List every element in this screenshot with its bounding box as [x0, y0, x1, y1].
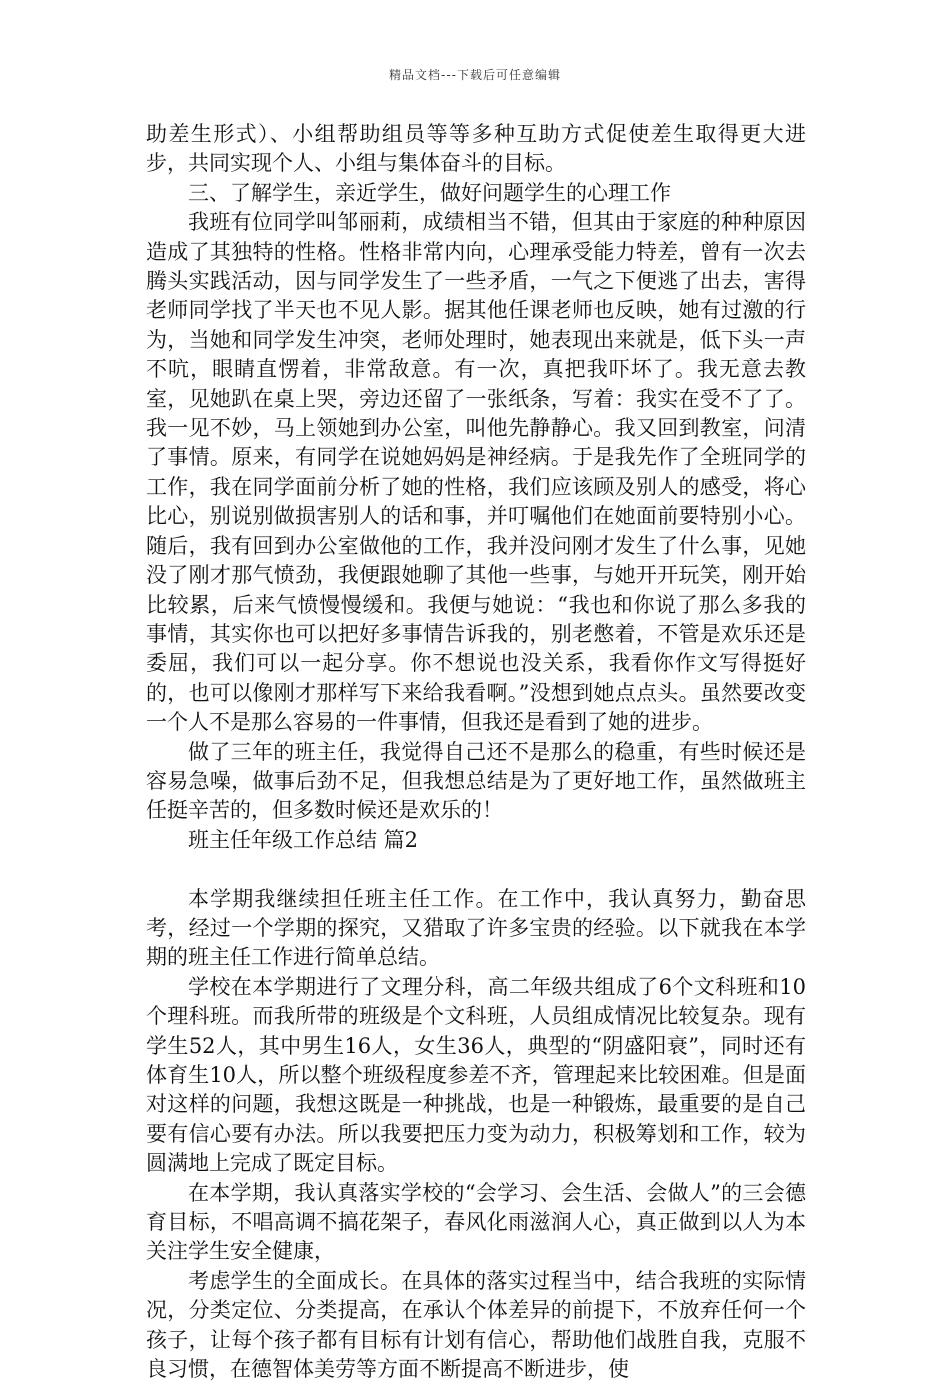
page-header: 精品文档---下载后可任意编辑: [389, 68, 561, 82]
paragraph-reflection: 做了三年的班主任，我觉得自己还不是那么的稳重，有些时候还是容易急噪，做事后劲不足，但我想总结是为了更好地工作，虽然做班主任挺辛苦的，但多数时候还是欢乐的！: [146, 739, 806, 823]
article-heading-part-2: 班主任年级工作总结 篇2: [188, 827, 419, 852]
paragraph-implementation: 考虑学生的全面成长。在具体的落实过程当中，结合我班的实际情况，分类定位、分类提高，在承认个体差异的前提下，不放弃任何一个孩子，让每个孩子都有目标有计划有信心，帮助他们战胜自我，克服不良习惯，在德智体美劳等方面不断提高不断进步，使: [146, 1268, 806, 1382]
paragraph-moral-goals: 在本学期，我认真落实学校的“会学习、会生活、会做人”的三会德育目标，不唱高调不搞花架子，春风化雨滋润人心，真正做到以人为本关注学生安全健康，: [146, 1180, 806, 1264]
blank-line: [146, 855, 806, 884]
paragraph-intro: 本学期我继续担任班主任工作。在工作中，我认真努力，勤奋思考，经过一个学期的探究，又猎取了许多宝贵的经验。以下就我在本学期的班主任工作进行简单总结。: [146, 886, 806, 970]
paragraph-continuation: 助差生形式）、小组帮助组员等等多种互助方式促使差生取得更大进步，共同实现个人、小组与集体奋斗的目标。: [146, 122, 806, 176]
section-heading-3: 三、了解学生，亲近学生，做好问题学生的心理工作: [188, 180, 671, 205]
paragraph-student-story: 我班有位同学叫邹丽莉，成绩相当不错，但其由于家庭的种种原因造成了其独特的性格。性格非常内向，心理承受能力特差，曾有一次去腾头实践活动，因与同学发生了一些矛盾，一气之下便逃了出去，害得老师同学找了半天也不见人影。据其他任课老师也反映，她有过激的行为，当她和同学发生冲突，老师处理时，她表现出来就是，低下头一声不吭，眼睛直愣着，非常敌意。有一次，真把我吓坏了。我无意去教室，见她趴在桌上哭，旁边还留了一张纸条，写着：我实在受不了了。我一见不妙，马上领她到办公室，叫他先静静心。我又回到教室，问清了事情。原来，有同学在说她妈妈是神经病。于是我先作了全班同学的工作，我在同学面前分析了她的性格，我们应该顾及别人的感受，将心比心，别说别做损害别人的话和事，并叮嘱他们在她面前要特别小心。随后，我有回到办公室做他的工作，我并没问刚才发生了什么事，见她没了刚才那气愤劲，我便跟她聊了其他一些事，与她开开玩笑，刚开始比较累，后来气愤慢慢缓和。我便与她说：“我也和你说了那么多我的事情，其实你也可以把好多事情告诉我的，别老憋着，不管是欢乐还是委屈，我们可以一起分享。你不想说也没关系，我看你作文写得挺好的，也可以像刚才那样写下来给我看啊。”没想到她点点头。虽然要改变一个人不是那么容易的一件事情，但我还是看到了她的进步。: [146, 210, 806, 735]
document-body: [146, 120, 806, 1384]
paragraph-class-situation: 学校在本学期进行了文理分科，高二年级共组成了6个文科班和10个理科班。而我所带的班级是个文科班，人员组成情况比较复杂。现有学生52人，其中男生16人，女生36人，典型的“阴盛阳衰”，同时还有体育生10人，所以整个班级程度参差不齐，管理起来比较困难。但是面对这样的问题，我想这既是一种挑战，也是一种锻炼，最重要的是自己要有信心要有办法。所以我要把压力变为动力，积极筹划和工作，较为圆满地上完成了既定目标。: [146, 974, 806, 1176]
